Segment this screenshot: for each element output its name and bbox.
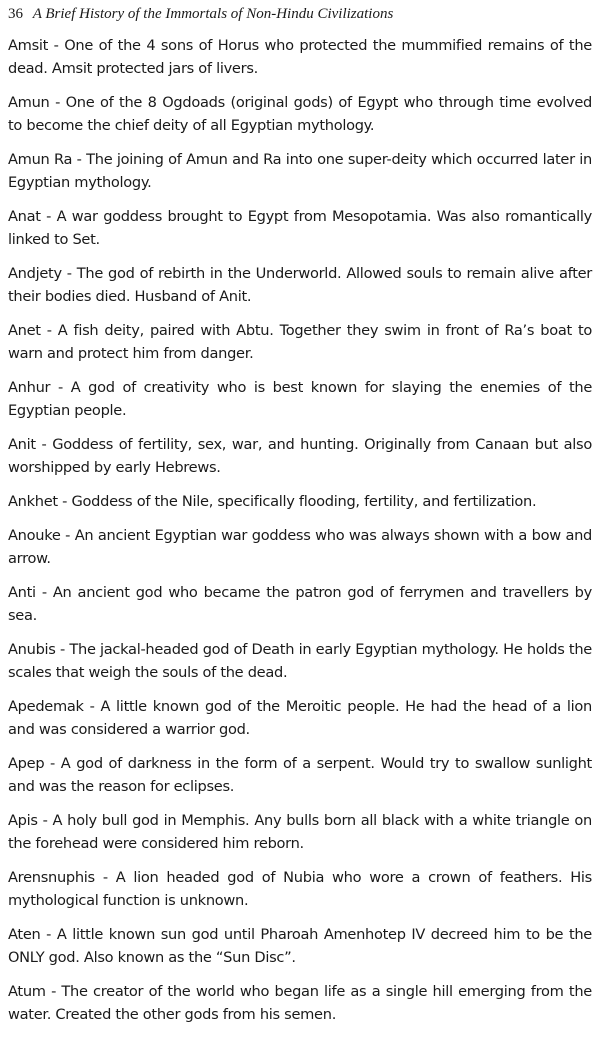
entry-name: Anit [8, 436, 36, 453]
entry-name: Anet [8, 322, 41, 339]
entry-name: Ankhet [8, 493, 58, 510]
entry-apedemak: Apedemak - A little known god of the Meroitic people. He had the head of a lion and was considered a warrior god. [8, 698, 592, 738]
entry-text: Goddess of fertility, sex, war, and hunting. Originally from Canaan but also worshipped by early Hebrews. [8, 436, 592, 476]
entry-text: A little known god of the Meroitic people. He had the head of a lion and was considered a warrior god. [8, 698, 592, 738]
entry-text: The jackal-headed god of Death in early Egyptian mythology. He holds the scales that weigh the souls of the dead. [8, 641, 592, 681]
entry-andjety: Andjety - The god of rebirth in the Underworld. Allowed souls to remain alive after their bodies died. Husband of Anit. [8, 265, 592, 305]
entry-ankhet: Ankhet - Goddess of the Nile, specifically flooding, fertility, and fertilization. [8, 493, 537, 510]
entry-atum: Atum - The creator of the world who began life as a single hill emerging from the water. Created the other gods from his semen. [8, 983, 592, 1023]
entry-anouke: Anouke - An ancient Egyptian war goddess who was always shown with a bow and arrow. [8, 527, 592, 567]
entry-name: Anubis [8, 641, 56, 658]
book-title: A Brief History of the Immortals of Non-Hindu Civilizations [32, 6, 394, 22]
entry-anhur: Anhur - A god of creativity who is best known for slaying the enemies of the Egyptian people. [8, 379, 592, 419]
entry-name: Apedemak [8, 698, 84, 715]
entry-name: Andjety [8, 265, 62, 282]
running-head [8, 6, 393, 23]
entry-amsit: Amsit - One of the 4 sons of Horus who protected the mummified remains of the dead. Amsit protected jars of livers. [8, 37, 592, 77]
entry-name: Anti [8, 584, 36, 601]
entry-name: Apis [8, 812, 38, 829]
entry-amun-ra: Amun Ra - The joining of Amun and Ra into one super-deity which occurred later in Egyptian mythology. [8, 151, 592, 191]
entry-name: Arensnuphis [8, 869, 95, 886]
entry-text: A war goddess brought to Egypt from Mesopotamia. Was also romantically linked to Set. [8, 208, 592, 248]
entry-name: Amun [8, 94, 50, 111]
entry-text: Goddess of the Nile, specifically flooding, fertility, and fertilization. [71, 493, 537, 510]
entry-name: Amun Ra [8, 151, 73, 168]
glossary-entries [8, 34, 592, 1037]
entry-text: A little known sun god until Pharoah Amenhotep IV decreed him to be the ONLY god. Also known as the “Sun Disc”. [8, 926, 592, 966]
entry-text: The creator of the world who began life as a single hill emerging from the water. Created the other gods from his semen. [8, 983, 592, 1023]
entry-name: Aten [8, 926, 41, 943]
entry-anubis: Anubis - The jackal-headed god of Death in early Egyptian mythology. He holds the scales that weigh the souls of the dead. [8, 641, 592, 681]
page-number: 36 [8, 6, 23, 22]
entry-name: Anhur [8, 379, 51, 396]
entry-text: A god of darkness in the form of a serpent. Would try to swallow sunlight and was the reason for eclipses. [8, 755, 592, 795]
entry-anat: Anat - A war goddess brought to Egypt from Mesopotamia. Was also romantically linked to Set. [8, 208, 592, 248]
entry-text: A god of creativity who is best known for slaying the enemies of the Egyptian people. [8, 379, 592, 419]
entry-text: A holy bull god in Memphis. Any bulls born all black with a white triangle on the forehead were considered him reborn. [8, 812, 592, 852]
entry-text: A lion headed god of Nubia who wore a crown of feathers. His mythological function is unknown. [8, 869, 592, 909]
entry-text: One of the 8 Ogdoads (original gods) of Egypt who through time evolved to become the chief deity of all Egyptian mythology. [8, 94, 592, 134]
entry-text: One of the 4 sons of Horus who protected the mummified remains of the dead. Amsit protected jars of livers. [8, 37, 592, 77]
entry-apis: Apis - A holy bull god in Memphis. Any bulls born all black with a white triangle on the forehead were considered him reborn. [8, 812, 592, 852]
entry-text: A fish deity, paired with Abtu. Together they swim in front of Ra’s boat to warn and protect him from danger. [8, 322, 592, 362]
entry-name: Amsit [8, 37, 49, 54]
entry-arensnuphis: Arensnuphis - A lion headed god of Nubia who wore a crown of feathers. His mythological function is unknown. [8, 869, 592, 909]
entry-apep: Apep - A god of darkness in the form of a serpent. Would try to swallow sunlight and was the reason for eclipses. [8, 755, 592, 795]
entry-aten: Aten - A little known sun god until Pharoah Amenhotep IV decreed him to be the ONLY god. Also known as the “Sun Disc”. [8, 926, 592, 966]
entry-text: The joining of Amun and Ra into one super-deity which occurred later in Egyptian mythology. [8, 151, 592, 191]
entry-name: Anat [8, 208, 41, 225]
entry-name: Anouke [8, 527, 61, 544]
entry-name: Apep [8, 755, 45, 772]
entry-amun: Amun - One of the 8 Ogdoads (original gods) of Egypt who through time evolved to become the chief deity of all Egyptian mythology. [8, 94, 592, 134]
entry-name: Atum [8, 983, 46, 1000]
entry-anit: Anit - Goddess of fertility, sex, war, and hunting. Originally from Canaan but also worshipped by early Hebrews. [8, 436, 592, 476]
entry-anti: Anti - An ancient god who became the patron god of ferrymen and travellers by sea. [8, 584, 592, 624]
entry-text: The god of rebirth in the Underworld. Allowed souls to remain alive after their bodies died. Husband of Anit. [8, 265, 592, 305]
entry-text: An ancient Egyptian war goddess who was always shown with a bow and arrow. [8, 527, 592, 567]
entry-text: An ancient god who became the patron god of ferrymen and travellers by sea. [8, 584, 592, 624]
entry-anet: Anet - A fish deity, paired with Abtu. Together they swim in front of Ra’s boat to warn and protect him from danger. [8, 322, 592, 362]
